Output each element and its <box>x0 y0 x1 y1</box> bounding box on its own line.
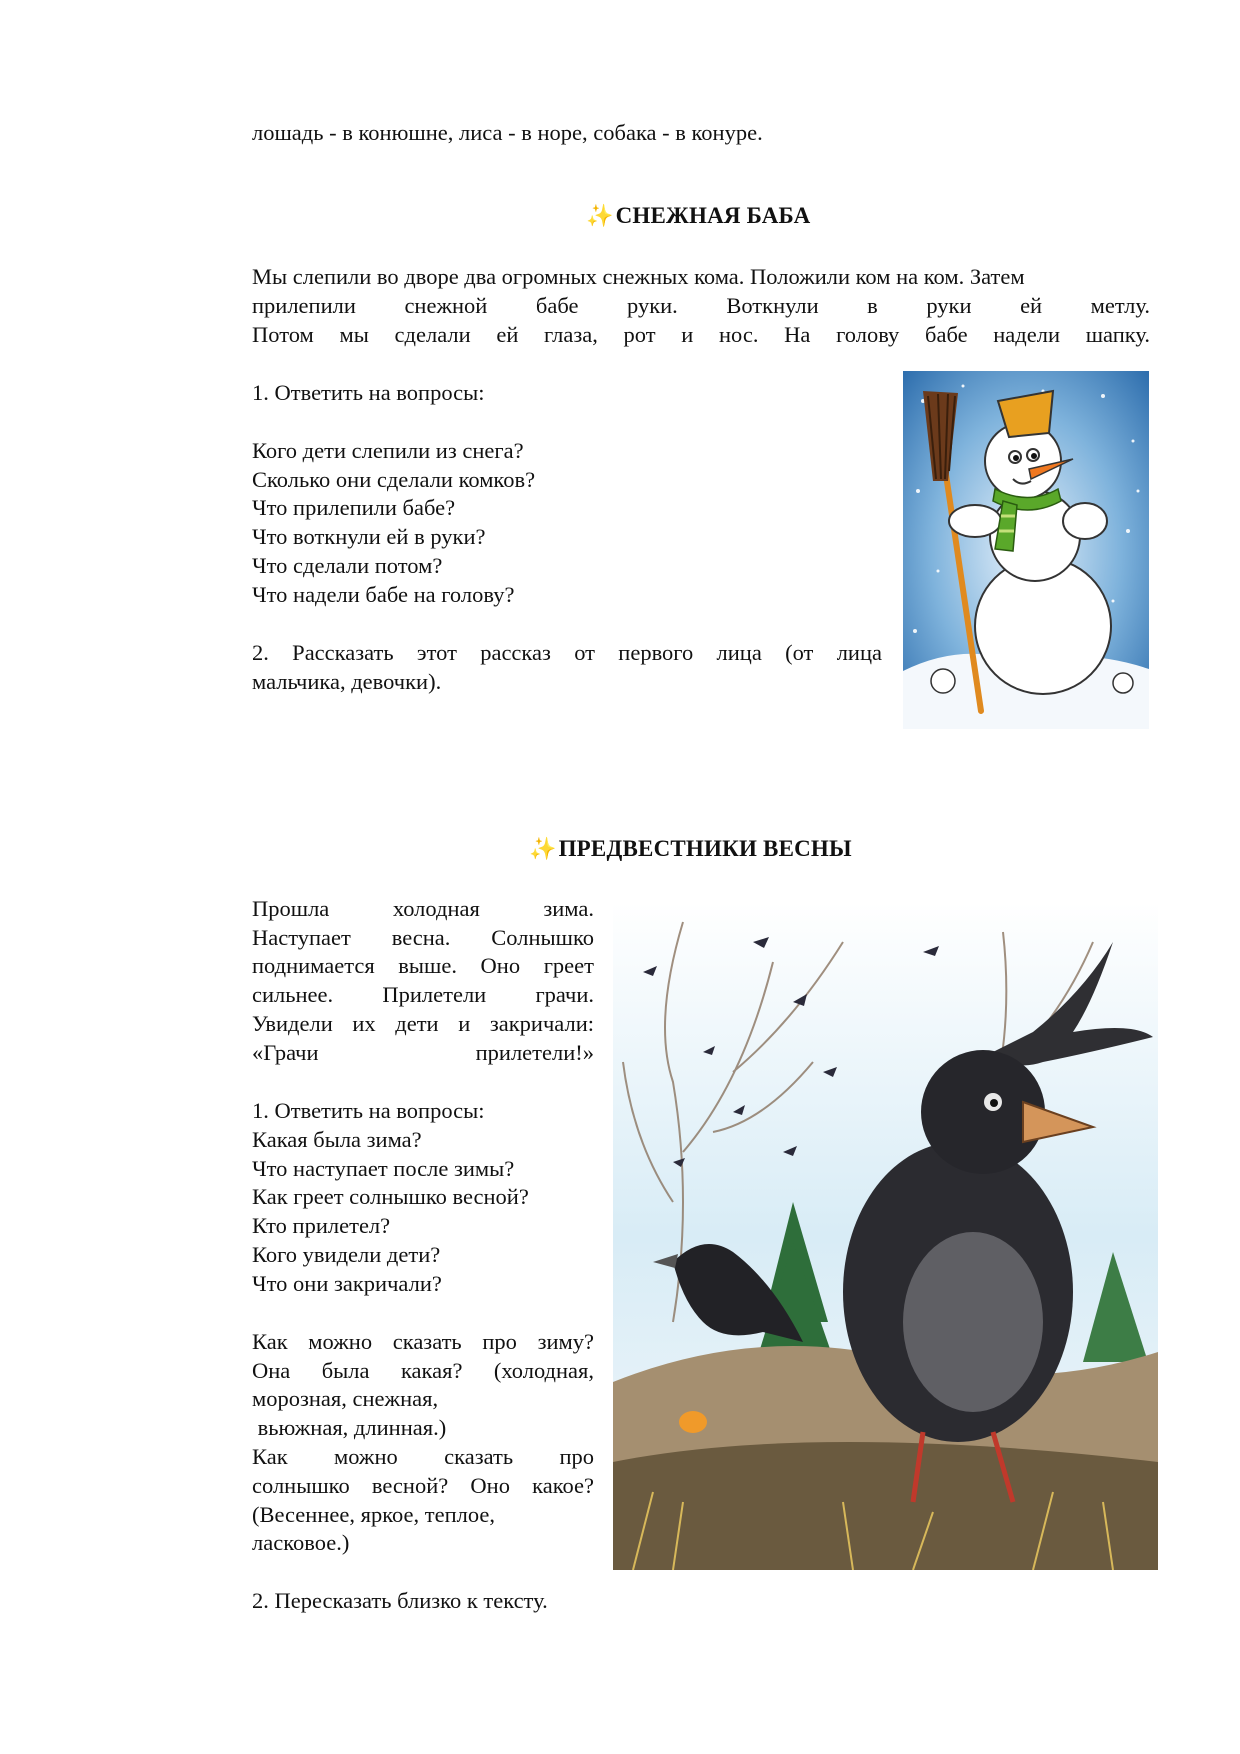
sparkles-icon: ✨ <box>529 836 557 861</box>
question-2: Сколько они сделали комков? <box>252 467 536 492</box>
extra-line-6: солнышко весной? Оно какое? <box>252 1473 594 1498</box>
spring-question-6: Что они закричали? <box>252 1271 442 1296</box>
story-line-2: Наступает весна. Солнышко <box>252 925 594 950</box>
snowman-illustration <box>903 371 1149 729</box>
spring-question-3: Как греет солнышко весной? <box>252 1184 529 1209</box>
paragraph-line-1: Мы слепили во дворе два огромных снежных кома. Положили ком на ком. Затем <box>252 264 1025 289</box>
spring-question-5: Кого увидели дети? <box>252 1242 441 1267</box>
paragraph-line-2: прилепили снежной бабе руки. Воткнули в руки ей метлу. <box>252 293 1150 318</box>
extra-line-2: Она была какая? (холодная, <box>252 1358 594 1383</box>
task-2-line-2: мальчика, девочки). <box>252 669 442 694</box>
question-1: Кого дети слепили из снега? <box>252 438 524 463</box>
question-4: Что воткнули ей в руки? <box>252 524 486 549</box>
spring-task-2: 2. Пересказать близко к тексту. <box>252 1588 548 1613</box>
story-line-5: Увидели их дети и закричали: <box>252 1011 594 1036</box>
question-5: Что сделали потом? <box>252 553 443 578</box>
extra-line-8: ласковое.) <box>252 1530 350 1555</box>
question-3: Что прилепили бабе? <box>252 495 456 520</box>
extra-line-1: Как можно сказать про зиму? <box>252 1329 594 1354</box>
top-line: лошадь - в конюшне, лиса - в норе, собака - в конуре. <box>252 120 763 145</box>
task-1-heading: 1. Ответить на вопросы: <box>252 380 485 405</box>
story-line-1: Прошла холодная зима. <box>252 896 594 921</box>
spring-task-1-heading: 1. Ответить на вопросы: <box>252 1098 485 1123</box>
extra-line-3: морозная, снежная, <box>252 1386 439 1411</box>
story-line-6: «Грачи прилетели!» <box>252 1040 594 1065</box>
story-line-3: поднимается выше. Оно греет <box>252 953 594 978</box>
paragraph-line-3: Потом мы сделали ей глаза, рот и нос. На голову бабе надели шапку. <box>252 322 1150 347</box>
section-title-spring <box>529 836 852 862</box>
sparkles-icon: ✨ <box>586 203 614 228</box>
extra-line-5: Как можно сказать про <box>252 1444 594 1469</box>
spring-question-1: Какая была зима? <box>252 1127 422 1152</box>
question-6: Что надели бабе на голову? <box>252 582 515 607</box>
extra-line-7: (Весеннее, яркое, теплое, <box>252 1502 495 1527</box>
extra-line-4: вьюжная, длинная.) <box>252 1415 447 1440</box>
section-title-snowman <box>586 203 810 229</box>
spring-question-4: Кто прилетел? <box>252 1213 391 1238</box>
section-title-text: СНЕЖНАЯ БАБА <box>615 203 811 228</box>
task-2-line-1: 2. Рассказать этот рассказ от первого лица (от лица <box>252 640 882 665</box>
story-line-4: сильнее. Прилетели грачи. <box>252 982 594 1007</box>
rook-illustration <box>613 902 1158 1570</box>
section-title-text: ПРЕДВЕСТНИКИ ВЕСНЫ <box>558 836 852 861</box>
spring-question-2: Что наступает после зимы? <box>252 1156 515 1181</box>
